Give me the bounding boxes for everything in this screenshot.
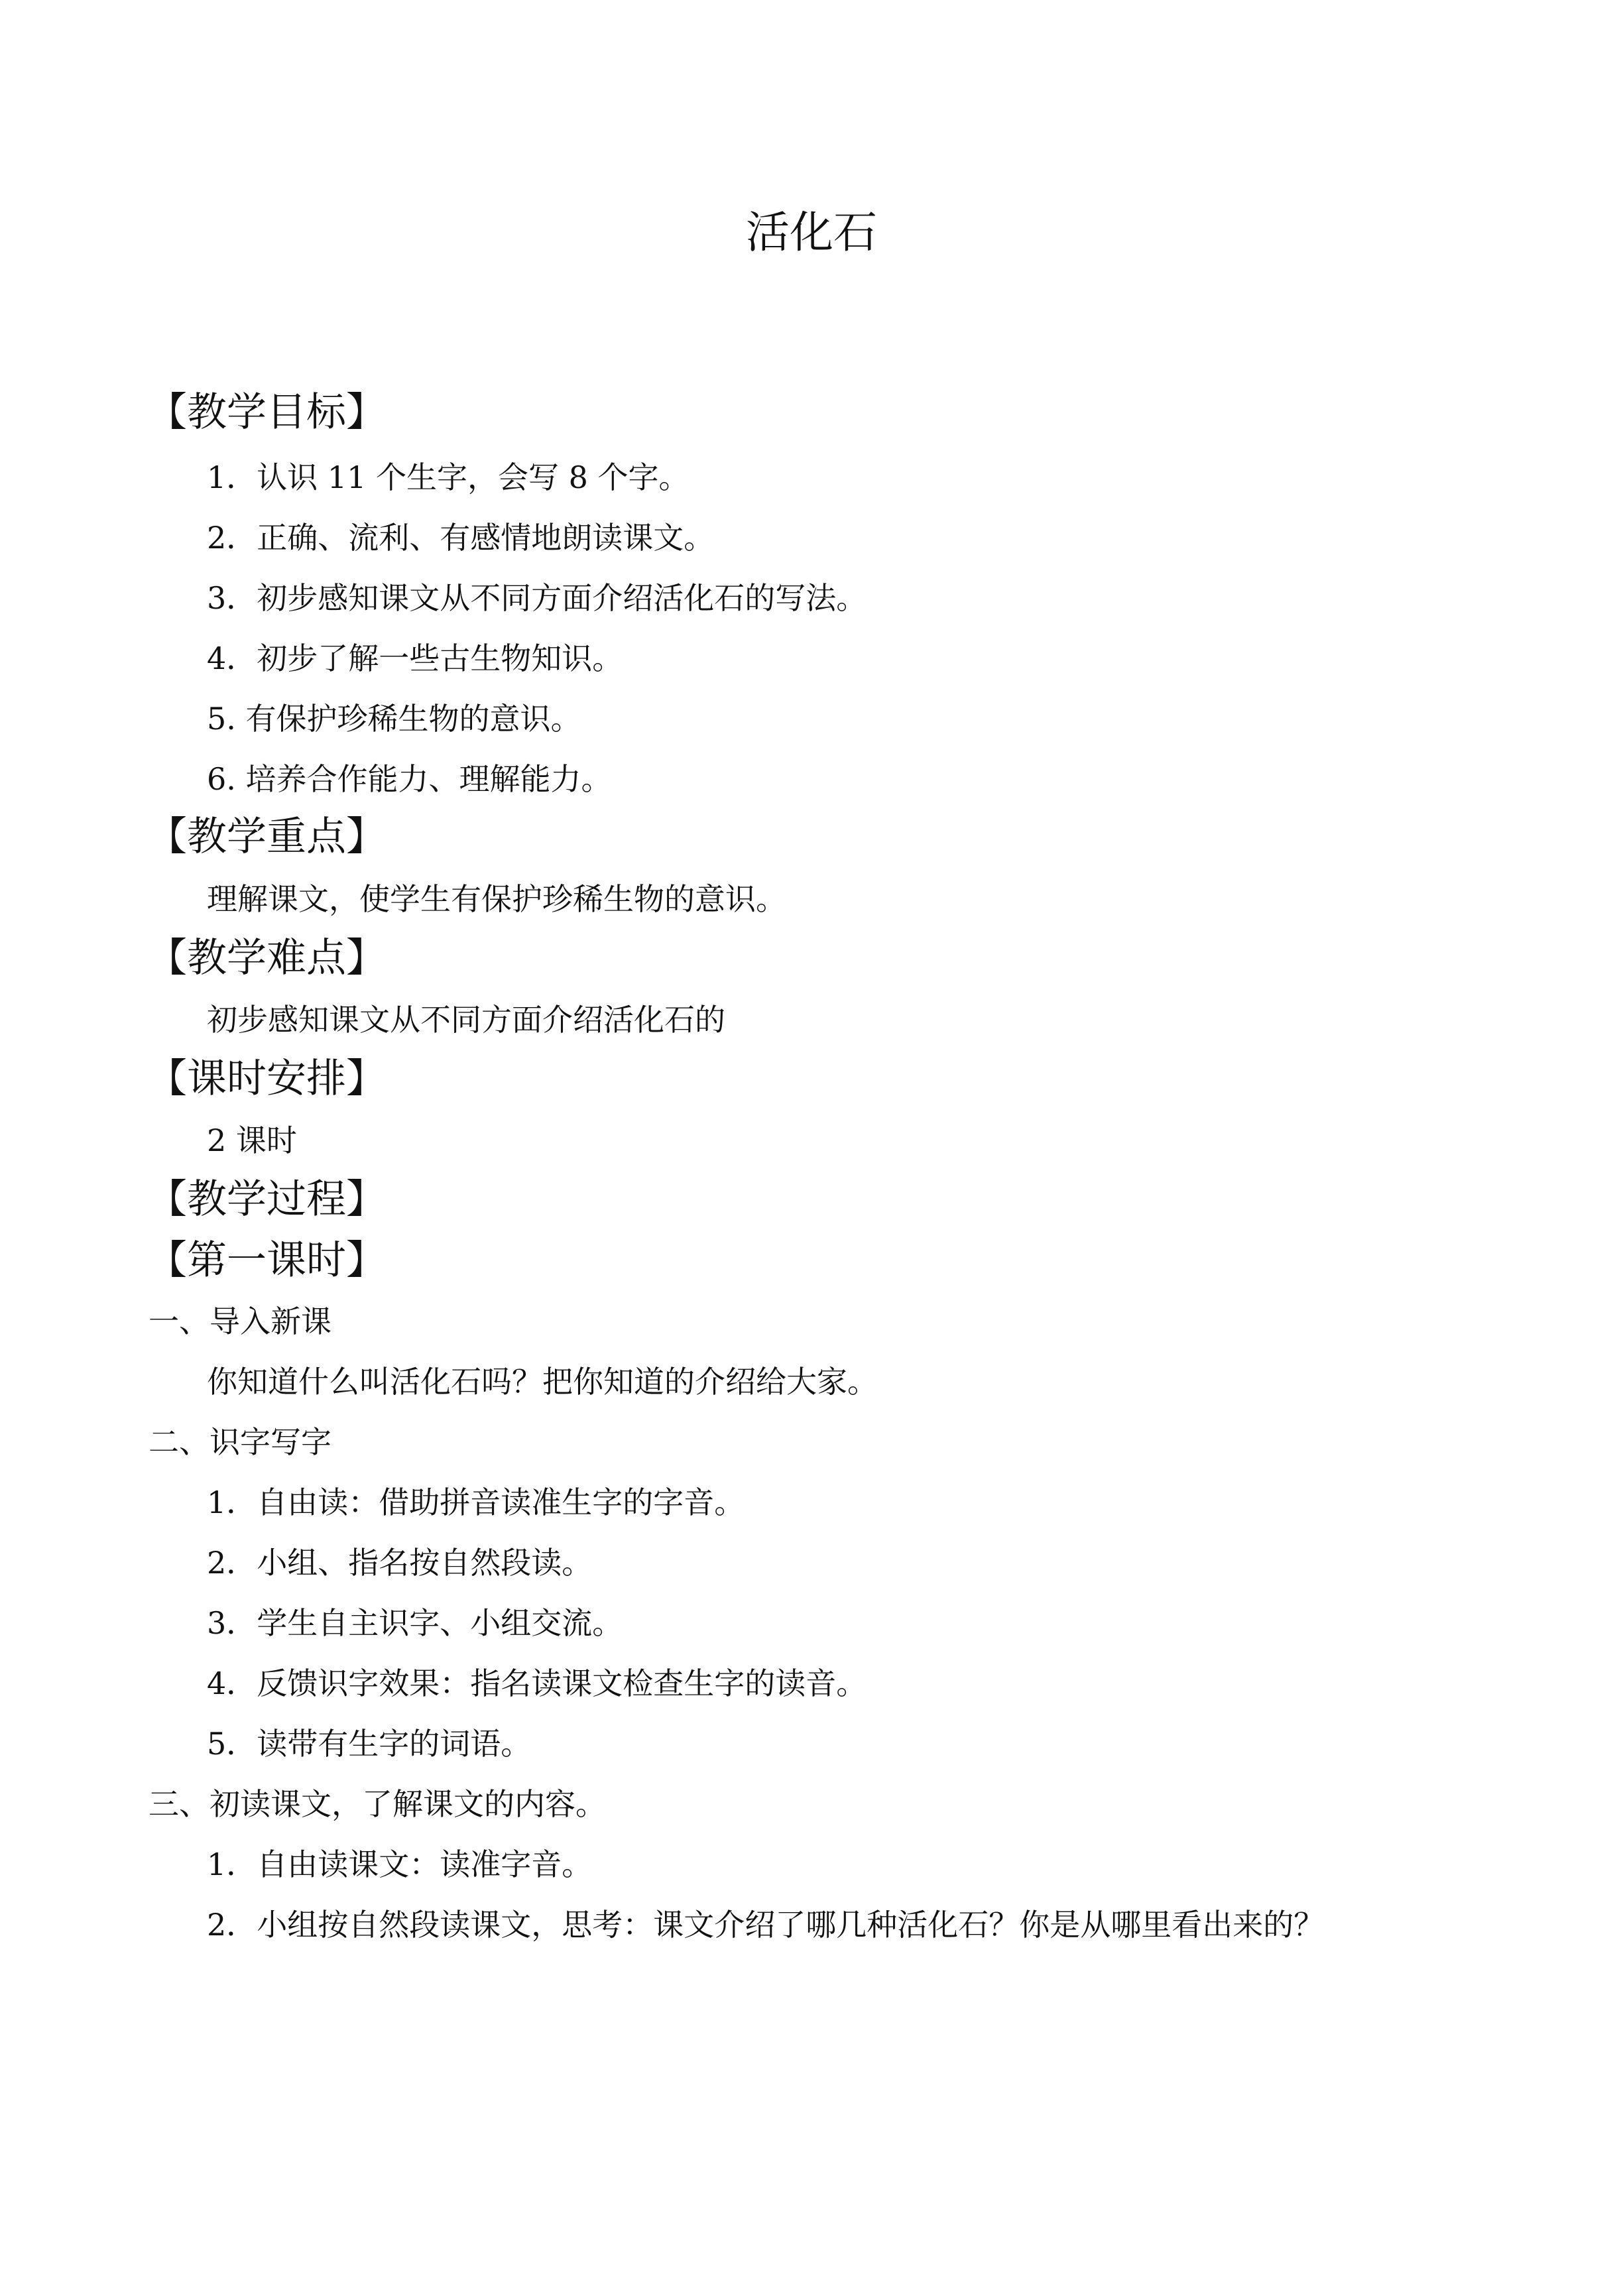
section-item: 5．读带有生字的词语。 bbox=[207, 1726, 532, 1762]
section-title: 一、导入新课 bbox=[149, 1303, 331, 1339]
section-item: 你知道什么叫活化石吗？把你知道的介绍给大家。 bbox=[207, 1364, 878, 1400]
schedule-heading: 【课时安排】 bbox=[147, 1056, 386, 1102]
section-item: 3．学生自主识字、小组交流。 bbox=[207, 1605, 623, 1641]
key-points-text: 理解课文，使学生有保护珍稀生物的意识。 bbox=[207, 881, 786, 917]
process-heading: 【教学过程】 bbox=[147, 1176, 386, 1223]
section-title: 三、初读课文，了解课文的内容。 bbox=[149, 1786, 606, 1822]
lesson1-heading: 【第一课时】 bbox=[147, 1237, 386, 1284]
objective-item: 1．认识 11 个生字，会写 8 个字。 bbox=[207, 459, 690, 495]
section-item: 2．小组按自然段读课文，思考：课文介绍了哪几种活化石？你是从哪里看出来的？ bbox=[207, 1907, 1325, 1943]
section-item: 2．小组、指名按自然段读。 bbox=[207, 1545, 593, 1581]
section-item: 1．自由读：借助拼音读准生字的字音。 bbox=[207, 1484, 745, 1520]
difficulties-text: 初步感知课文从不同方面介绍活化石的 bbox=[207, 1002, 725, 1038]
section-item: 1．自由读课文：读准字音。 bbox=[207, 1846, 593, 1882]
objectives-heading: 【教学目标】 bbox=[147, 389, 386, 436]
objective-item: 4．初步了解一些古生物知识。 bbox=[207, 640, 623, 676]
objective-item: 3．初步感知课文从不同方面介绍活化石的写法。 bbox=[207, 580, 867, 616]
objective-item: 2．正确、流利、有感情地朗读课文。 bbox=[207, 520, 715, 556]
objective-item: 5. 有保护珍稀生物的意识。 bbox=[207, 701, 581, 737]
objective-item: 6. 培养合作能力、理解能力。 bbox=[207, 761, 612, 797]
section-title: 二、识字写字 bbox=[149, 1424, 331, 1460]
schedule-text: 2 课时 bbox=[207, 1122, 297, 1158]
key-points-heading: 【教学重点】 bbox=[147, 814, 386, 860]
section-item: 4．反馈识字效果：指名读课文检查生字的读音。 bbox=[207, 1665, 867, 1701]
page-title: 活化石 bbox=[746, 207, 877, 258]
difficulties-heading: 【教学难点】 bbox=[147, 935, 386, 981]
